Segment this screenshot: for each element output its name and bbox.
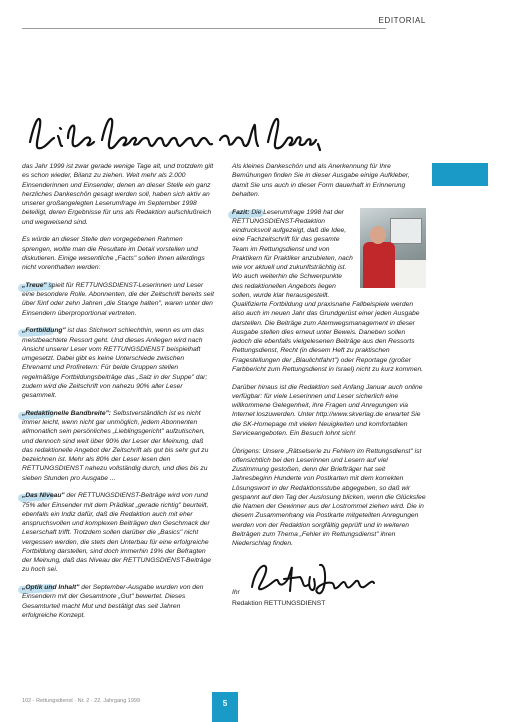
keyword-highlight: „Treue" (22, 281, 47, 289)
sign-prefix: Ihr (232, 588, 240, 596)
section-label: EDITORIAL (378, 16, 426, 25)
computer-monitor-icon (390, 218, 422, 244)
footer-citation: 102 · Rettungsdienst · Nr. 2 · 22. Jahrgang 1999 (22, 698, 141, 704)
keyword-fazit: Fazit: (232, 208, 250, 216)
signature-icon (248, 557, 378, 597)
page-number: 5 (212, 692, 238, 722)
left-column (22, 162, 214, 629)
paragraph (22, 281, 214, 318)
keyword-highlight: „Fortbildung" (22, 327, 66, 335)
paragraph: Es würde an dieser Stelle den vorgegebenen Rahmen sprengen, wollte man die Resultate im Detail vorstellen und diskutieren. Einige wesentliche „Facts" sollen Ihnen allerdings nicht vorenthalten werden: (22, 236, 205, 271)
right-column (232, 162, 426, 608)
signature-block (232, 557, 426, 597)
paragraph: Als kleines Dankeschön und als Anerkennung für Ihre Bemühungen finden Sie in dieser Ausgabe einige Aufkleber, damit Sie uns auch in dieser Form dauerhaft in Erinnerung behalten. (232, 163, 410, 198)
person-head-shape (370, 226, 386, 244)
keyword-highlight: „Optik und Inhalt" (22, 584, 80, 591)
header-rule (22, 28, 386, 29)
paragraph (22, 326, 214, 400)
paragraph-text: Selbstverständlich ist es nicht immer leicht, wenn nicht gar unmöglich, jedem Abonnenten allmonatlich sein persönliches „Lieblingsgericht" aufzutischen, und dennoch sind weit über 90% der Leser der Meinung, daß das redaktionelle Angebot der Zeitschrift als gut bis sehr gut zu bezeichnen ist. Mehr als 80% der Leser lesen den RETTUNGSDIENST nahezu vollständig durch, und dies bis zu sieben Stunden pro Ausgabe ... (22, 409, 209, 482)
accent-tab (432, 163, 488, 186)
signature-org: Redaktion RETTUNGSDIENST (232, 599, 326, 607)
signature-name: Detlef Jahnstoon (247, 596, 256, 598)
paragraph-text: der September-Ausgabe wurden von den Einsendern mit der Gesamtnote „Gut" bewertet. Dieses Gesamturteil macht Mut und bestätigt das seit Jahren erfolgreiche Konzept. (22, 584, 204, 619)
paragraph (22, 409, 214, 483)
editor-photo (360, 208, 426, 288)
paragraph-text: der RETTUNGSDIENST-Beiträge wird von rund 75% aller Einsender mit dem Prädikat „gerade richtig" beurteilt, ebenfalls ein Indiz dafür, daß die Redaktion auch mit eher anspruchsvollen und komplexen Beiträgen den Geschmack der Leserschaft trifft. Trotzdem sollen darüber die „Basics" nicht vergessen werden, die stets den Unterbau für eine erfolgreiche Fortbildung darstellen, sind doch immerhin 19% der Befragten der Meinung, daß das Niveau der RETTUNGSDIENST-Beiträge zu hoch sei. (22, 492, 211, 574)
person-shirt-shape (363, 242, 395, 288)
paragraph-text: ist das Stichwort schlechthin, wenn es um das meistbeachtete Ressort geht. Und dieses Anliegen wird nach Ansicht unserer Leser vom RETTUNGSDIENST beispielhaft umgesetzt. Dabei gibt es keine Unterschiede zwischen Ehrenamt und Profiretern: Für beide Gruppen stellen regelmäßige Fortbildungsbeiträge das „Salz in der Suppe" dar; zudem wird die Zeitschrift von nahezu 90% aller Leser gesammelt. (22, 327, 208, 399)
paragraph (22, 491, 214, 574)
paragraph-text: Die Leserumfrage 1998 hat der RETTUNGSDIENST-Redaktion eindrucksvoll aufgezeigt, daß die Idee, eine Fachzeitschrift für das gesamte Team im Rettungsdienst und von Praktikern für Praktiker anzubieten, nach wie vor aktuell und zukunftsträchtig ist. Wo auch weiterhin die Schwerpunkte des redaktionellen Angebots liegen sollen, wurde klar herausgestellt. Qualifizierte Fortbildung und praxisnahe Fallbeispiele werden also auch im neuen Jahr das Grundgerüst einer jeden Ausgabe darstellen. Die Beiträge zum Atemwegsmanagement in dieser Ausgabe stellen dies erneut unter Beweis. Daneben sollen jedoch die ebenfalls vielgelesenen Beiträge aus den Ressorts Rettungsdienst, Recht (in diesem Heft zu praktischen Fragestellungen der „Blaulichtfahrt") oder Reportage (großer Farbbericht zum Rettungsdienst in Israel) nicht zu kurz kommen. (232, 208, 424, 373)
keyword-highlight: „Redaktionelle Bandbreite": (22, 409, 112, 417)
greeting-script (24, 110, 324, 160)
keyword-highlight: „Das Niveau" (22, 492, 65, 500)
paragraph-text: spielt für RETTUNGSDIENST-Leserinnen und Leser eine besondere Rolle. Abonnenten, die der Zeitschrift bereits seit über fünf oder zehn Jahren „die Stange halten", waren unter den Einsendern überproportional vertreten. (22, 281, 214, 317)
paragraph: Darüber hinaus ist die Redaktion seit Anfang Januar auch online verfügbar: für viele Leserinnen und Leser sicherlich eine willkommene Gelegenheit, ihre Fragen und Anregungen via Internet loszuwerden. Unter http://www.skverlag.de erwartet Sie die SK-Homepage mit vielen Neuigkeiten und komfortablen Serviceangeboten. Ein Besuch lohnt sich! (232, 383, 423, 437)
greeting-handwritten (24, 110, 324, 160)
paragraph (22, 583, 214, 620)
paragraph: das Jahr 1999 ist zwar gerade wenige Tage alt, und trotzdem gilt es schon wieder, Bilanz zu ziehen. Weit mehr als 2.000 Einsenderinnen und Einsender, denen an dieser Stelle ein ganz herzliches Dankeschön gesagt werden soll, haben sich aktiv an unserer großangelegten Leserumfrage im September 1998 beteiligt, deren Ergebnisse für uns als Redaktion aufschlußreich und wegweisend sind. (22, 163, 214, 226)
paragraph: Übrigens: Unsere „Rätselserie zu Fehlern im Rettungsdienst" ist offensichtlich bei den Leserinnen und Lesern auf viel Zustimmung gestoßen, denn der Briefträger hat seit Jahresbeginn Hunderte von Postkarten mit dem korrekten Lösungswort in der Redaktionsstube abgegeben, so daß wir gespannt auf den Tag der Auslosung blicken, wenn die Glücksfee die Namen der Gewinner aus der Lostrommel ziehen wird. Die in diesem Zusammenhang via Postkarte mitgeteilten Anregungen werden von der Redaktion sorgfältig geprüft und in weiteren Beiträgen zum Thema „Fehler im Rettungsdienst" ihren Niederschlag finden. (232, 447, 426, 547)
